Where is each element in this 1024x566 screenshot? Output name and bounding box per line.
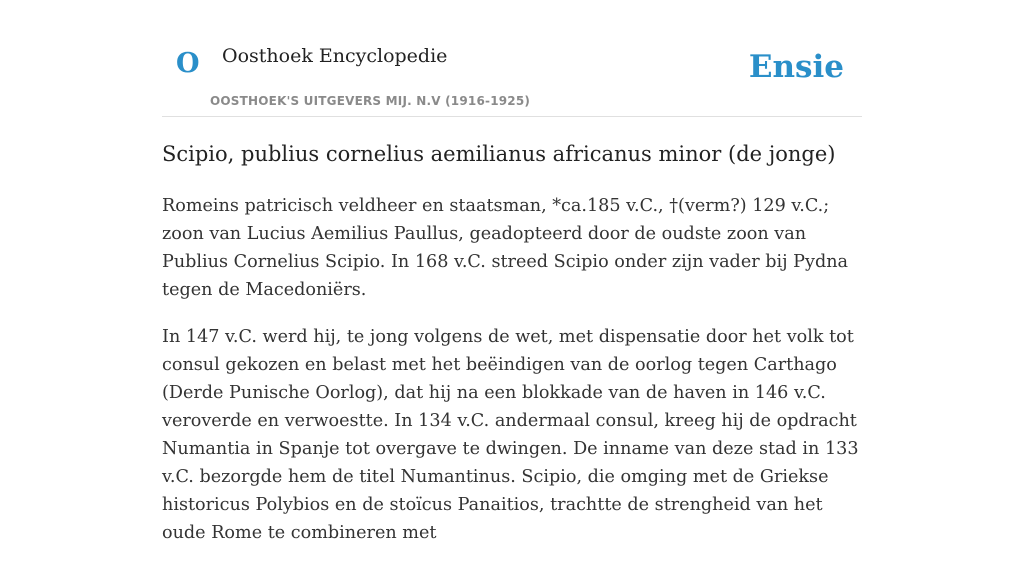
brand-logo-link[interactable]: Ensie [748, 49, 844, 85]
entry-title: Scipio, publius cornelius aemilianus africanus minor (de jonge) [162, 142, 836, 166]
entry-body [162, 192, 862, 566]
site-title[interactable]: Oosthoek Encyclopedie [222, 45, 448, 67]
entry-paragraph: Romeins patricisch veldheer en staatsman, *ca.185 v.C., †(verm?) 129 v.C.; zoon van Lucius Aemilius Paullus, geadopteerd door de oudste zoon van Publius Cornelius Scipio. In 168 v.C. streed Scipio onder zijn vader bij Pydna tegen de Macedoniërs. [162, 196, 849, 300]
entry-paragraph: In 147 v.C. werd hij, te jong volgens de wet, met dispensatie door het volk tot consul gekozen en belast met het beëindigen van de oorlog tegen Carthago (Derde Punische Oorlog), dat hij na een blokkade van de haven in 146 v.C. veroverde en verwoestte. In 134 v.C. andermaal consul, kreeg hij de opdracht Numantia in Spanje tot overgave te dwingen. De inname van deze stad in 133 v.C. bezorgde hem de titel Numantinus. Scipio, die omging met de Griekse historicus Polybios en de stoïcus Panaitios, trachtte de strengheid van het oude Rome te combineren met [162, 327, 859, 543]
site-header [162, 0, 862, 117]
logo-icon[interactable]: O [176, 48, 200, 79]
publisher-subtitle: OOSTHOEK'S UITGEVERS MIJ. N.V (1916-1925) [210, 94, 531, 108]
